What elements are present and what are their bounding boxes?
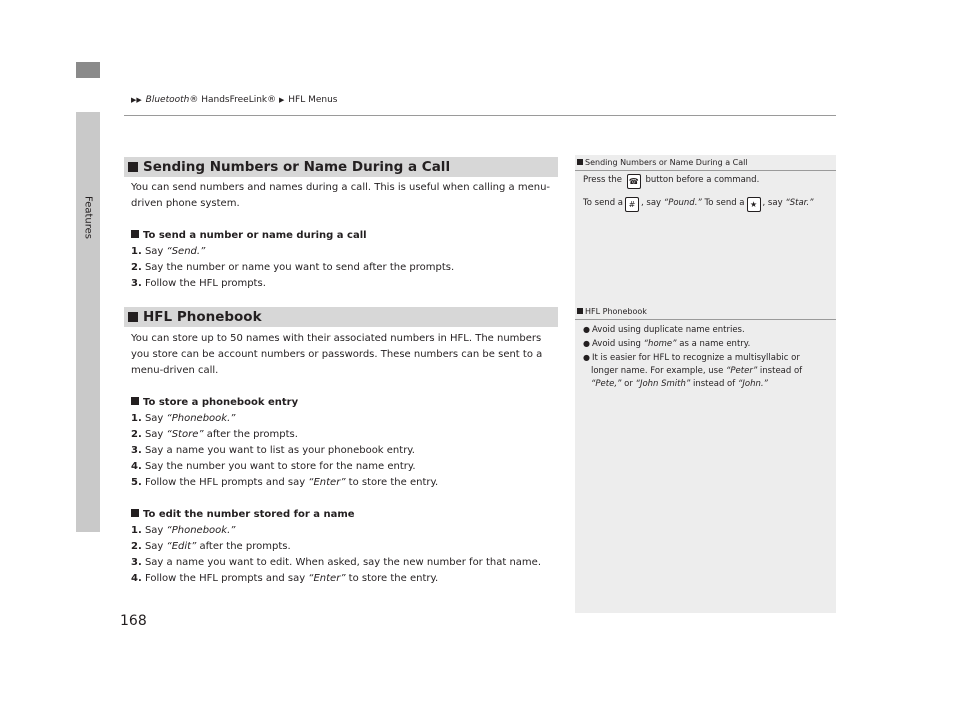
list-item: 1. Say “Phonebook.”: [131, 525, 236, 536]
list-item: ● Avoid using duplicate name entries.: [583, 325, 745, 335]
list-item: 2. Say “Store” after the prompts.: [131, 429, 298, 440]
bullet-icon: ●: [583, 353, 590, 362]
note-body-sending: Press the ☎ button before a command. To send a # , say “Pound.” To send a ★ , say “Star.”: [583, 174, 828, 212]
section-body-phonebook: You can store up to 50 names with their associated numbers in HFL. The numbers you store can be account numbers or passwords. These numbers can be sent to a menu-driven call. To store a phonebook entry 1. Say “Phonebook.” 2. Say “Store” after the prompts. 3. Say a name you want to list as your phonebook entry. 4. Say the number you want to store for the name entry. 5. Follow the HFL prompts and say “Enter” to store the entry. To edit the number stored for a name 1. Say “Phonebook.” 2. Say “Edit” after the prompts. 3. Say a name you want to edit. When asked, say the new number for that name. 4. Follow the HFL prompts and say “Enter” to store the entry.: [131, 331, 561, 587]
breadcrumb-item-handsfreelink[interactable]: ® HandsFreeLink®: [189, 95, 277, 105]
list-item: 3. Say a name you want to list as your phonebook entry.: [131, 445, 415, 456]
list-item: ● It is easier for HFL to recognize a multisyllabic or longer name. For example, use “Peter” instead of “Pete,” or “John Smith” instead of “John.”: [583, 353, 803, 389]
star-key-icon: ★: [747, 197, 761, 212]
note-body-phonebook: [583, 323, 828, 391]
breadcrumb-item-bluetooth[interactable]: Bluetooth: [145, 95, 190, 105]
breadcrumb-arrow-icon: ▶▶: [131, 96, 142, 104]
list-item: 2. Say “Edit” after the prompts.: [131, 541, 291, 552]
square-bullet-icon: [128, 162, 138, 172]
list-item: 3. Say a name you want to edit. When asked, say the new number for that name.: [131, 557, 541, 568]
bullet-icon: ●: [583, 339, 590, 348]
pound-key-icon: #: [625, 197, 639, 212]
talk-button-icon: ☎: [627, 174, 641, 189]
note-rule: [575, 170, 836, 171]
page-number: 168: [120, 613, 147, 629]
sidebar-tab-marker: [76, 62, 100, 78]
note-marker-icon: [577, 159, 583, 165]
side-section-label: Features: [82, 196, 94, 239]
note-title-sending: Sending Numbers or Name During a Call: [577, 158, 748, 167]
breadcrumb: [131, 95, 338, 105]
section-body-sending: You can send numbers and names during a call. This is useful when calling a menu- driven phone system. To send a number or name during a call 1. Say “Send.” 2. Say the number or name you want to send after the prompts. 3. Follow the HFL prompts.: [131, 180, 561, 292]
bullet-icon: ●: [583, 325, 590, 334]
list-item: 4. Follow the HFL prompts and say “Enter” to store the entry.: [131, 573, 439, 584]
list-item: 1. Say “Send.”: [131, 246, 206, 257]
section-heading-phonebook: HFL Phonebook: [124, 307, 558, 327]
note-marker-icon: [577, 308, 583, 314]
header-rule: [124, 115, 836, 116]
square-bullet-icon: [131, 509, 139, 517]
square-bullet-icon: [131, 230, 139, 238]
list-item: 2. Say the number or name you want to send after the prompts.: [131, 262, 455, 273]
list-item: 3. Follow the HFL prompts.: [131, 278, 266, 289]
breadcrumb-item-hfl-menus[interactable]: HFL Menus: [288, 95, 338, 105]
square-bullet-icon: [131, 397, 139, 405]
subheading: To store a phonebook entry: [131, 395, 561, 411]
list-item: ● Avoid using “home” as a name entry.: [583, 339, 751, 349]
subheading: To edit the number stored for a name: [131, 507, 561, 523]
list-item: 1. Say “Phonebook.”: [131, 413, 236, 424]
list-item: 4. Say the number you want to store for the name entry.: [131, 461, 416, 472]
list-item: 5. Follow the HFL prompts and say “Enter” to store the entry.: [131, 477, 439, 488]
note-rule: [575, 319, 836, 320]
section-heading-sending: Sending Numbers or Name During a Call: [124, 157, 558, 177]
breadcrumb-arrow-icon: ▶: [279, 96, 285, 104]
subheading: To send a number or name during a call: [131, 228, 561, 244]
note-title-phonebook: HFL Phonebook: [577, 307, 647, 316]
square-bullet-icon: [128, 312, 138, 322]
